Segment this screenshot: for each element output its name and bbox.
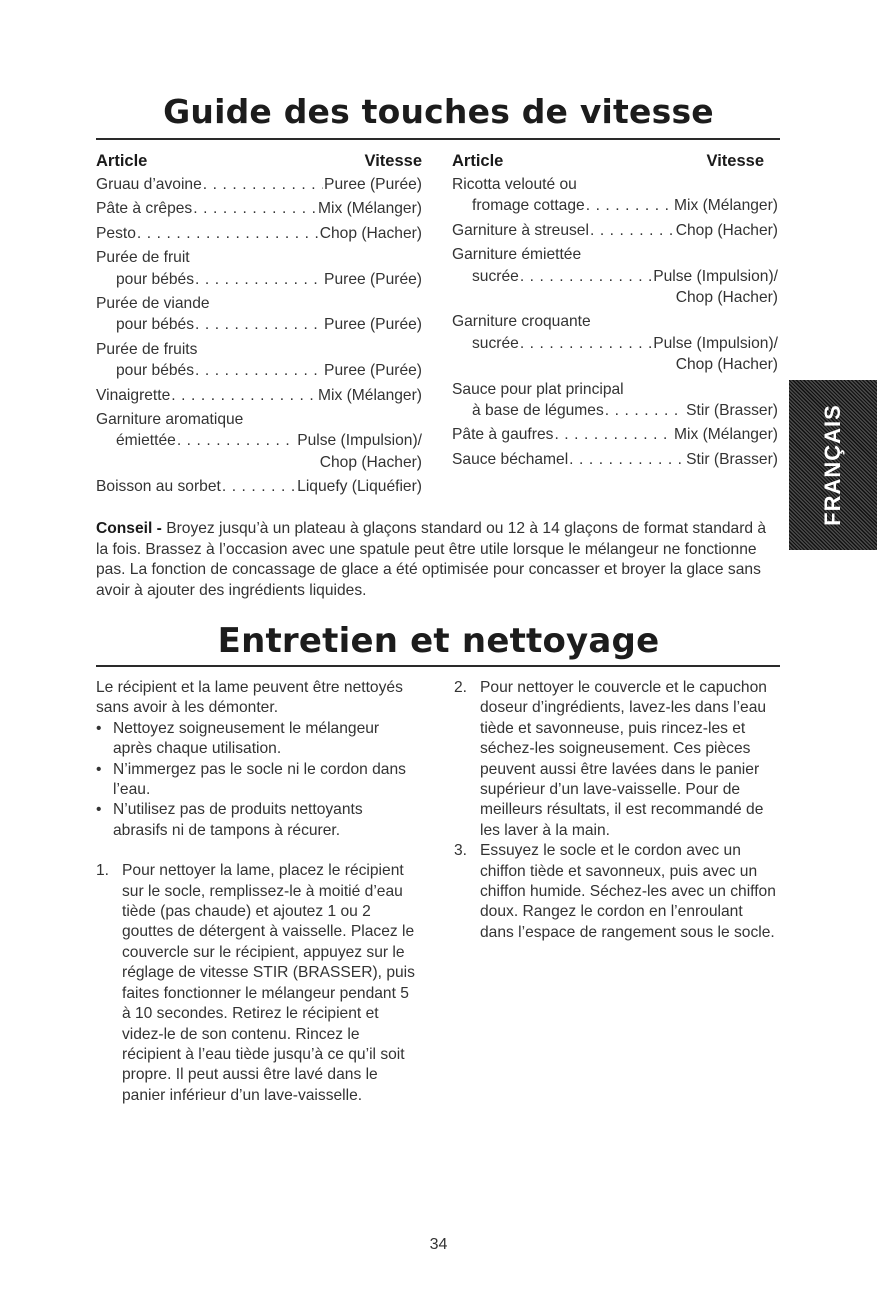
item-name: Purée de viande	[96, 295, 210, 313]
speed-guide-rule	[96, 138, 780, 140]
care-step-1	[96, 861, 416, 1106]
row-line	[452, 379, 778, 400]
speed-value: Puree (Purée)	[324, 362, 422, 380]
row-line	[96, 174, 422, 195]
speed-value: Chop (Hacher)	[675, 289, 778, 307]
bullet-mark: •	[96, 719, 102, 737]
care-step	[454, 678, 780, 841]
item-name: Garniture aromatique	[96, 411, 244, 429]
bullet-mark: •	[96, 801, 102, 819]
row-line	[96, 223, 422, 244]
speed-guide-title: Guide des touches de vitesse	[163, 92, 714, 131]
care-title: Entretien et nettoyage	[217, 621, 660, 661]
care-intro: Le récipient et la lame peuvent être nettoyés sans avoir à les démonter.	[96, 679, 403, 717]
row-line	[452, 244, 778, 265]
row-line	[452, 449, 778, 470]
speed-value: Stir (Brasser)	[686, 450, 778, 468]
item-name: Sauce pour plat principal	[452, 380, 624, 398]
row-line	[96, 360, 422, 381]
item-name: pour bébés	[116, 270, 195, 288]
speed-value: Chop (Hacher)	[675, 221, 778, 239]
speed-table-row	[96, 174, 422, 195]
item-name: Boisson au sorbet	[96, 478, 221, 496]
care-rule	[96, 665, 780, 667]
item-name: Garniture à streusel	[452, 221, 589, 239]
dot-leader	[177, 430, 296, 451]
speed-table-row	[96, 385, 422, 406]
item-name: Garniture croquante	[452, 313, 591, 331]
speed-value: Mix (Mélanger)	[318, 386, 422, 404]
speed-table-row	[96, 223, 422, 244]
row-line	[452, 266, 778, 287]
language-tab-label: FRANÇAIS	[820, 404, 845, 526]
speed-value: Pulse (Impulsion)/	[653, 267, 778, 285]
row-line	[96, 314, 422, 335]
speed-value: Puree (Purée)	[324, 270, 422, 288]
speed-table-row	[452, 311, 778, 375]
care-step	[454, 841, 780, 943]
row-line	[96, 293, 422, 314]
speed-table-row	[452, 424, 778, 445]
row-line	[96, 247, 422, 268]
row-line	[452, 333, 778, 354]
bullet-text: Nettoyez soigneusement le mélangeur après chaque utilisation.	[113, 719, 380, 758]
speed-table-header	[452, 150, 778, 172]
row-line	[96, 269, 422, 290]
item-header: Article	[452, 152, 504, 170]
speed-value: Chop (Hacher)	[319, 224, 422, 242]
step-number: 3.	[454, 842, 468, 860]
row-line	[452, 311, 778, 332]
item-name: sucrée	[472, 334, 519, 352]
dot-leader	[203, 174, 323, 195]
dot-leader	[195, 269, 323, 290]
speed-header: Vitesse	[364, 152, 422, 170]
speed-header: Vitesse	[706, 152, 764, 170]
speed-table-row	[452, 220, 778, 241]
dot-leader	[195, 314, 323, 335]
dot-leader	[222, 476, 296, 497]
step-number: 1.	[96, 862, 110, 880]
tip-paragraph	[96, 519, 776, 601]
item-name: sucrée	[472, 267, 519, 285]
speed-value: Stir (Brasser)	[686, 402, 778, 420]
dot-leader	[605, 400, 685, 421]
speed-table-row	[96, 409, 422, 473]
item-name: Purée de fruits	[96, 340, 198, 358]
row-line	[96, 385, 422, 406]
care-bullet	[96, 800, 416, 841]
row-line	[96, 409, 422, 430]
language-tab	[789, 380, 877, 550]
speed-value: Chop (Hacher)	[319, 453, 422, 471]
speed-value: Mix (Mélanger)	[674, 426, 778, 444]
care-bullet	[96, 719, 416, 760]
step-number: 2.	[454, 679, 468, 696]
row-line	[452, 424, 778, 445]
speed-value: Pulse (Impulsion)/	[653, 334, 778, 352]
page-number: 34	[429, 1236, 448, 1253]
row-line	[452, 220, 778, 241]
speed-table-row	[452, 174, 778, 217]
step-text: Pour nettoyer la lame, placez le récipient sur le socle, remplissez-le à moitié d’eau tiède (pas chaude) et ajoutez 1 ou 2 gouttes de détergent à vaisselle. Placez le couvercle sur le récipient, appuyez sur le réglage de vitesse STIR (BRASSER), puis faites fonctionner le mélangeur pendant 5 à 10 secondes. Retirez le récipient et videz-le de son contenu. Rincez le récipient à l’eau tiède jusqu’à ce qu’il soit propre. Il peut aussi être lavé dans le panier inférieur d’un lave-vaisselle.	[122, 862, 415, 1104]
row-line	[452, 400, 778, 421]
speed-value: Mix (Mélanger)	[674, 197, 778, 215]
dot-leader	[569, 449, 685, 470]
item-name: Ricotta velouté ou	[452, 176, 577, 193]
bullet-text: N’immergez pas le socle ni le cordon dans l’eau.	[113, 760, 406, 799]
speed-value: Mix (Mélanger)	[318, 200, 422, 218]
dot-leader	[193, 198, 317, 219]
speed-table-row	[96, 247, 422, 290]
item-name: à base de légumes	[472, 402, 604, 420]
dot-leader	[171, 385, 317, 406]
speed-table-row	[452, 449, 778, 470]
step-text: Pour nettoyer le couvercle et le capuchon doseur d’ingrédients, lavez-les dans l’eau tiède et savonneuse, puis rincez-les et séchez-les soigneusement. Ces pièces peuvent aussi être lavées dans le panier supérieur d’un lave-vaisselle. Pour de meilleurs résultats, il est recommandé de les laver à la main.	[480, 679, 767, 839]
tip-text: Broyez jusqu’à un plateau à glaçons standard ou 12 à 14 glaçons de format standard à la fois. Brassez à l’occasion avec une spatule peut être utile lorsque le mélangeur ne fonctionne pas. La fonction de concassage de glace a été optimisée pour concasser et broyer la glace sans avoir à ajouter des ingrédients liquides.	[96, 520, 767, 599]
item-name: émiettée	[116, 432, 176, 450]
row-line	[96, 430, 422, 451]
dot-leader	[195, 360, 323, 381]
item-name: Pâte à gaufres	[452, 426, 554, 444]
speed-table-row	[452, 244, 778, 308]
item-header: Article	[96, 152, 148, 170]
care-bullets	[96, 719, 416, 841]
item-name: Garniture émiettée	[452, 246, 582, 264]
item-name: Gruau d’avoine	[96, 176, 202, 193]
item-name: pour bébés	[116, 362, 195, 380]
care-left-column	[96, 678, 416, 1106]
speed-value: Chop (Hacher)	[675, 356, 778, 374]
item-name: Purée de fruit	[96, 249, 190, 267]
speed-table-row	[452, 379, 778, 422]
bullet-text: N’utilisez pas de produits nettoyants abrasifs ni de tampons à récurer.	[113, 801, 363, 839]
item-name: Pâte à crêpes	[96, 200, 193, 218]
dot-leader	[586, 195, 673, 216]
row-line	[452, 174, 778, 195]
speed-value: Puree (Purée)	[324, 176, 422, 193]
dot-leader	[590, 220, 675, 241]
speed-table-row	[96, 476, 422, 497]
speed-table-right	[452, 150, 778, 473]
row-line	[452, 195, 778, 216]
dot-leader	[520, 333, 652, 354]
care-right-column	[454, 678, 780, 943]
care-step	[96, 861, 416, 1106]
bullet-mark: •	[96, 760, 102, 778]
row-line	[96, 476, 422, 497]
speed-value: Puree (Purée)	[324, 316, 422, 334]
row-line	[96, 198, 422, 219]
tip-label: Conseil -	[96, 520, 162, 537]
speed-table-header	[96, 150, 422, 172]
speed-table-row	[96, 339, 422, 382]
speed-table-left	[96, 150, 422, 501]
speed-table-row	[96, 293, 422, 336]
dot-leader	[520, 266, 652, 287]
item-name: Sauce béchamel	[452, 450, 569, 468]
speed-value: Pulse (Impulsion)/	[297, 432, 422, 450]
item-name: Vinaigrette	[96, 386, 171, 404]
dot-leader	[554, 424, 673, 445]
care-bullet	[96, 760, 416, 801]
item-name: Pesto	[96, 224, 136, 242]
dot-leader	[137, 223, 319, 244]
step-text: Essuyez le socle et le cordon avec un chiffon tiède et savonneux, puis avec un chiffon humide. Séchez-les avec un chiffon doux. Rangez le cordon en l’enroulant dans l’espace de rangement sous le socle.	[480, 842, 776, 941]
item-name: fromage cottage	[472, 197, 585, 215]
item-name: pour bébés	[116, 316, 195, 334]
row-line	[96, 339, 422, 360]
speed-value: Liquefy (Liquéfier)	[297, 478, 422, 496]
speed-table-row	[96, 198, 422, 219]
